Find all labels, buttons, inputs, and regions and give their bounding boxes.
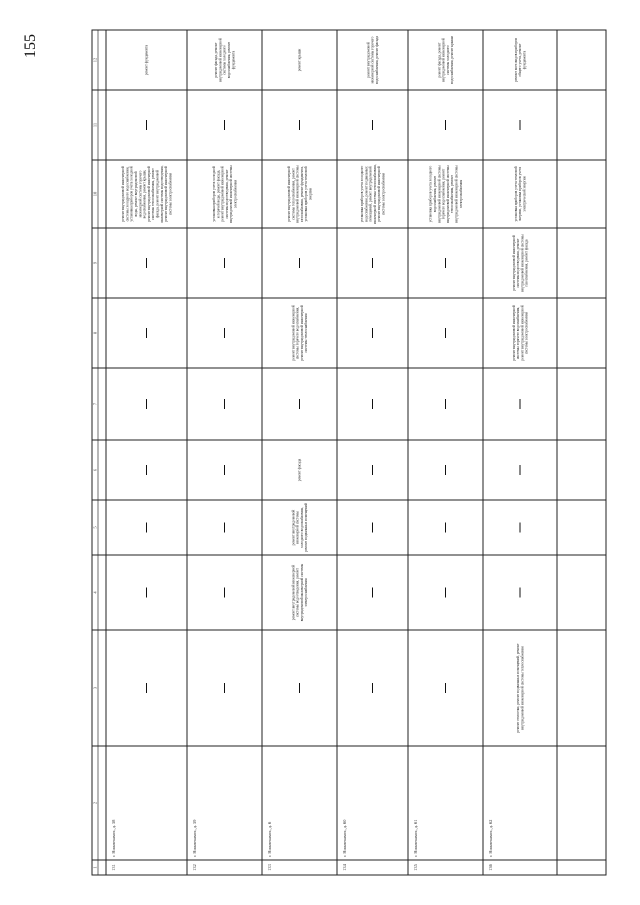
cell-text-line: инженерной системы водоотведения, (159, 165, 164, 223)
cell-text-line: ремонт внутридомовой (291, 509, 296, 546)
cell-text (512, 234, 530, 292)
table-row (111, 0, 172, 871)
cell-text-line: ремонт внутридомовой инженерной (291, 305, 296, 361)
cell-text (298, 458, 302, 481)
cell-text-line: ремонт фасада (297, 458, 302, 482)
row-number: 134 (342, 864, 347, 871)
cell-text-line: установка приборов учета тепловой (304, 166, 309, 222)
cell-text-line: внутридомовой инженерной системы теплоснабжения (520, 646, 525, 730)
cell-text-line: системы водоотведения, ремонт (295, 567, 300, 618)
cell-text-line: внутридомовой инженерной (218, 38, 223, 82)
cell-text-line: внутридомовой инженерной (441, 38, 446, 82)
row-number: 131 (111, 864, 116, 871)
cell-text-line: электроснабжения (458, 179, 463, 209)
cell-text-line: газоснабжения, ремонт фасада (524, 239, 529, 287)
cell-text-line: ремонт внутридомовой инженерной (220, 166, 225, 222)
cell-text-line: системы электроснабжения (381, 172, 386, 216)
column-header-numbers (93, 58, 98, 869)
cell-text (214, 38, 235, 82)
cell-text (360, 164, 386, 224)
column-header-number: 8 (92, 331, 98, 335)
cell-text-line: ремонт фасада, ремонт (437, 42, 442, 78)
column-header-number: 6 (92, 468, 98, 472)
cell-text-line: ремонт внутридомовой инженерной (164, 166, 169, 222)
cell-text-line: системы электроснабжения (524, 311, 529, 355)
table-row (342, 0, 385, 871)
row-number: 132 (192, 864, 197, 871)
cell-text-line: ремонт внутридомовой инженерной (511, 235, 516, 291)
cell-text-line: электроснабжения (304, 578, 309, 607)
cell-text-line: ремонт внутридомовой инженерной (146, 166, 151, 222)
cell-text (287, 165, 313, 223)
cell-text-line: ремонт внутридомовой инженерной (377, 166, 382, 222)
cell-text-line: внутридомовой инженерной системы (454, 165, 459, 223)
row-number: 135 (413, 864, 418, 871)
cell-text-line: энергии, установка приборов учета (518, 166, 523, 222)
cell-text (291, 503, 308, 552)
cell-text-line: системы теплоснабжения (304, 313, 309, 353)
cell-text-line: системы электроснабжения (168, 172, 173, 216)
cell-text-line: ремонт внутридомовой инженерной (121, 166, 126, 222)
table-grid (92, 30, 606, 875)
column-header-number: 4 (92, 591, 98, 594)
cell-text (437, 36, 455, 84)
cell-text-line: водоснабжения, ремонт (227, 41, 231, 79)
cell-text-line: ремонт внутридомовой (366, 42, 371, 78)
cell-text (121, 165, 172, 222)
cell-text-line: ремонт внутридомовой инженерной (511, 305, 516, 361)
cell-text-line: энергии (308, 187, 313, 201)
cell-text-line: установка приборов учета тепловой (513, 166, 518, 222)
cell-text-line: установка приборов учета холодной (211, 166, 216, 222)
cell-text-line: холодного водоснабжения, (299, 507, 304, 548)
column-header-number: 9 (92, 261, 98, 265)
cell-text-line: ремонт внутридомовой инженерной (299, 305, 304, 361)
column-header-number: 11 (92, 122, 98, 128)
cell-text-line: водоснабжения, ремонт крыши (450, 36, 455, 84)
cell-text-line: системы теплоснабжения, ремонт (151, 168, 156, 220)
cell-text-line: инженерной системы горячего (138, 170, 143, 218)
cell-text-line: ремонт внутридомовой инженерной (520, 305, 525, 361)
column-header-number: 1 (92, 866, 98, 869)
column-header-number: 7 (92, 402, 98, 406)
cell-text-line: ремонт фундамента (144, 44, 149, 76)
cell-text-line: электроснабжения (233, 179, 238, 209)
cell-text-line: внутридомовой инженерной системы (445, 165, 450, 223)
cell-text-line: горячего водоснабжения, ремонт (441, 168, 446, 220)
cell-text-line: водоснабжения, ремонт крыши, (142, 169, 147, 219)
cell-text (145, 44, 149, 75)
table-row (267, 0, 312, 871)
cell-text (516, 643, 524, 733)
cell-text-line: установка приборов учета холодной (129, 166, 134, 222)
cell-text-line: системы холодного (445, 45, 450, 75)
row-address: г. Нижнекамск, д. 6 (267, 821, 272, 857)
cell-text-line: внутридомовой инженерной системы (299, 563, 304, 622)
cell-text-line: общего учета, ремонт (518, 43, 523, 77)
cell-text-line: водоснабжения, ремонт (432, 175, 437, 213)
cell-text-line: ремонт отмостки, ремонт подвальных помещений, ремонт (516, 643, 521, 733)
cell-text-line: системы холодного водоснабжения, (125, 166, 130, 222)
cell-text-line: системы холодного (222, 45, 227, 75)
cell-text (291, 563, 308, 621)
cell-text-line: ремонт подвальных помещений (304, 503, 309, 552)
cell-text-line: помещений, ремонт внутридомовой (368, 166, 373, 222)
cell-text-line: ремонт внутридомовой инженерной (286, 166, 291, 222)
cell-text-line: электрической энергии (522, 176, 527, 212)
cell-text-line: газоснабжения, ремонт фундамента, (299, 166, 304, 222)
cell-text-line: внутридомовой инженерной системы (437, 165, 442, 223)
row-number: 136 (488, 864, 493, 871)
column-header-number: 12 (92, 57, 98, 63)
cell-text (429, 165, 463, 223)
cell-text-line: ремонт внутридомовой инженерной (291, 564, 296, 621)
cell-text-line: внутридомовой инженерной системы (520, 234, 525, 292)
cell-text (366, 36, 380, 84)
column-header-number: 10 (92, 191, 98, 197)
cell-text-line: ремонт крыши (297, 48, 302, 72)
cell-text-line: внутридомовой инженерной системы (295, 165, 300, 223)
cell-text (291, 305, 308, 360)
cell-text-line: теплоснабжения, ремонт (450, 175, 455, 213)
row-address: г. Нижнекамск, д. 62 (488, 819, 493, 857)
column-header-number: 5 (92, 526, 98, 529)
cell-text-line: внутридомовой инженерной системы (229, 165, 234, 223)
cell-text (298, 49, 302, 72)
cell-text-line: системы горячего водоснабжения, (516, 306, 521, 360)
cell-text-line: фундамента (522, 50, 527, 70)
cell-text (212, 165, 238, 223)
cell-text-line: системы горячего водоснабжения, (295, 306, 300, 360)
row-address: г. Нижнекамск, д. 60 (342, 819, 347, 857)
cell-text-line: установка приборов учета холодного (428, 165, 433, 223)
column-header-number: 3 (92, 686, 98, 690)
page-number-text: 155 (22, 34, 39, 58)
cell-text-line: воды, ремонт внутридомовой (133, 171, 138, 217)
row-address: г. Нижнекамск, д. 61 (413, 819, 418, 857)
cell-text-line: ремонт всех видов приборов (513, 38, 518, 82)
cell-text-line: фундамента (231, 50, 236, 70)
cell-text (514, 166, 527, 221)
column-header-number: 2 (92, 801, 98, 805)
table-row (192, 0, 237, 871)
cell-text-line: системы теплоснабжения, ремонт (291, 168, 296, 220)
row-address: г. Нижнекамск, д. 58 (111, 819, 116, 857)
cell-text-line: инженерной системы теплоснабжения, (372, 164, 377, 224)
row-number: 133 (267, 864, 272, 871)
cell-text-line: системы водоотведения, ремонт (516, 238, 521, 288)
cell-text-line: инженерной системы горячего (370, 36, 375, 84)
cell-text-line: и горячей воды, ремонт фасада, (216, 169, 221, 219)
cell-text-line: фасада, ремонт внутридомовой (155, 169, 160, 219)
table-row (488, 0, 530, 871)
table-row (413, 0, 463, 871)
cell-text-line: установка приборов учета холодного (359, 165, 364, 223)
cell-text-line: водоснабжения, ремонт фасада (375, 36, 379, 84)
cell-text-line: водоснабжения, ремонт подвальных (364, 166, 369, 222)
cell-text (512, 305, 529, 360)
row-address: г. Нижнекамск, д. 59 (192, 819, 197, 857)
cell-text-line: инженерной системы (295, 511, 300, 544)
cell-text-line: системы водоотведения, ремонт (224, 169, 229, 219)
cell-text (514, 38, 527, 82)
cell-text-line: ремонт фасада, ремонт (214, 42, 219, 78)
